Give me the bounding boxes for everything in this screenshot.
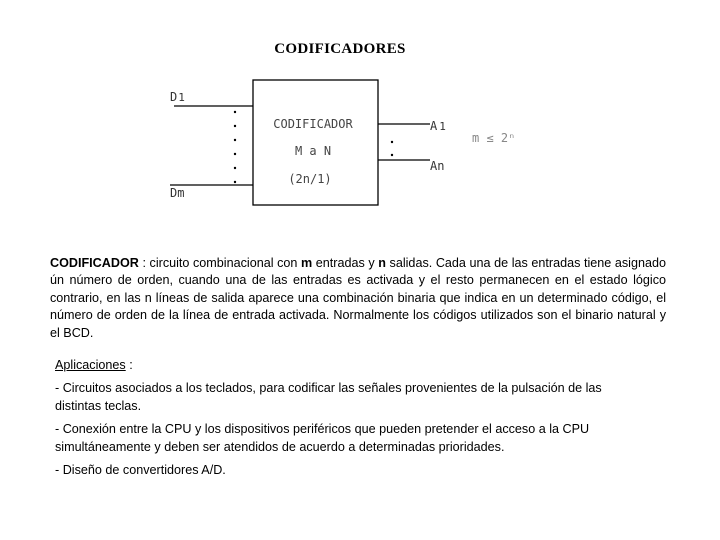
description-paragraph (50, 255, 666, 342)
description-m: m (300, 256, 313, 270)
output-ellipsis (391, 141, 393, 156)
applications-heading-suffix: : (125, 358, 133, 372)
description-n: n (378, 256, 386, 270)
block-ratio: (2n/1) (288, 172, 332, 186)
block-title: CODIFICADOR (273, 117, 353, 131)
encoder-diagram (0, 0, 720, 250)
description-text-c: salidas. Cada una de las entradas tiene asignado ún número de orden, cuando una de las entradas es activada y el resto permanecen en el estado lógico contrario, en las n líneas de salida aparece una combinación binaria que indica en un determinado código, el número de orden de la línea de entrada activada. Normalmente los códigos utilizados son el binario natural y el BCD. (50, 256, 666, 340)
block-size: M a N (294, 144, 332, 158)
encoder-block (253, 80, 378, 205)
application-item: - Diseño de convertidores A/D. (55, 463, 226, 478)
page-title: CODIFICADORES (274, 41, 406, 57)
output-top-label: A 1 (430, 119, 446, 133)
output-bottom-label: An (430, 159, 445, 173)
applications-section (55, 357, 635, 485)
applications-heading: Aplicaciones (55, 358, 126, 372)
input-bottom-label: Dm (170, 186, 185, 200)
condition-label: m ≤ 2ⁿ (472, 131, 516, 145)
applications-heading-line (55, 357, 635, 374)
application-item: - Conexión entre la CPU y los dispositivos periféricos que pueden pretender el acceso a la CPU simultáneamente y deben ser atendidos de acuerdo a determinadas prioridades. (55, 422, 590, 454)
input-ellipsis (234, 111, 236, 183)
description-text-b: entradas y (312, 256, 379, 270)
description-text-a: : circuito combinacional con (138, 256, 301, 270)
input-top-label: D1 (170, 90, 185, 104)
application-item: - Circuitos asociados a los teclados, para codificar las señales provenientes de la pulsación de las distintas teclas. (55, 381, 602, 413)
description-term: CODIFICADOR (50, 256, 139, 270)
